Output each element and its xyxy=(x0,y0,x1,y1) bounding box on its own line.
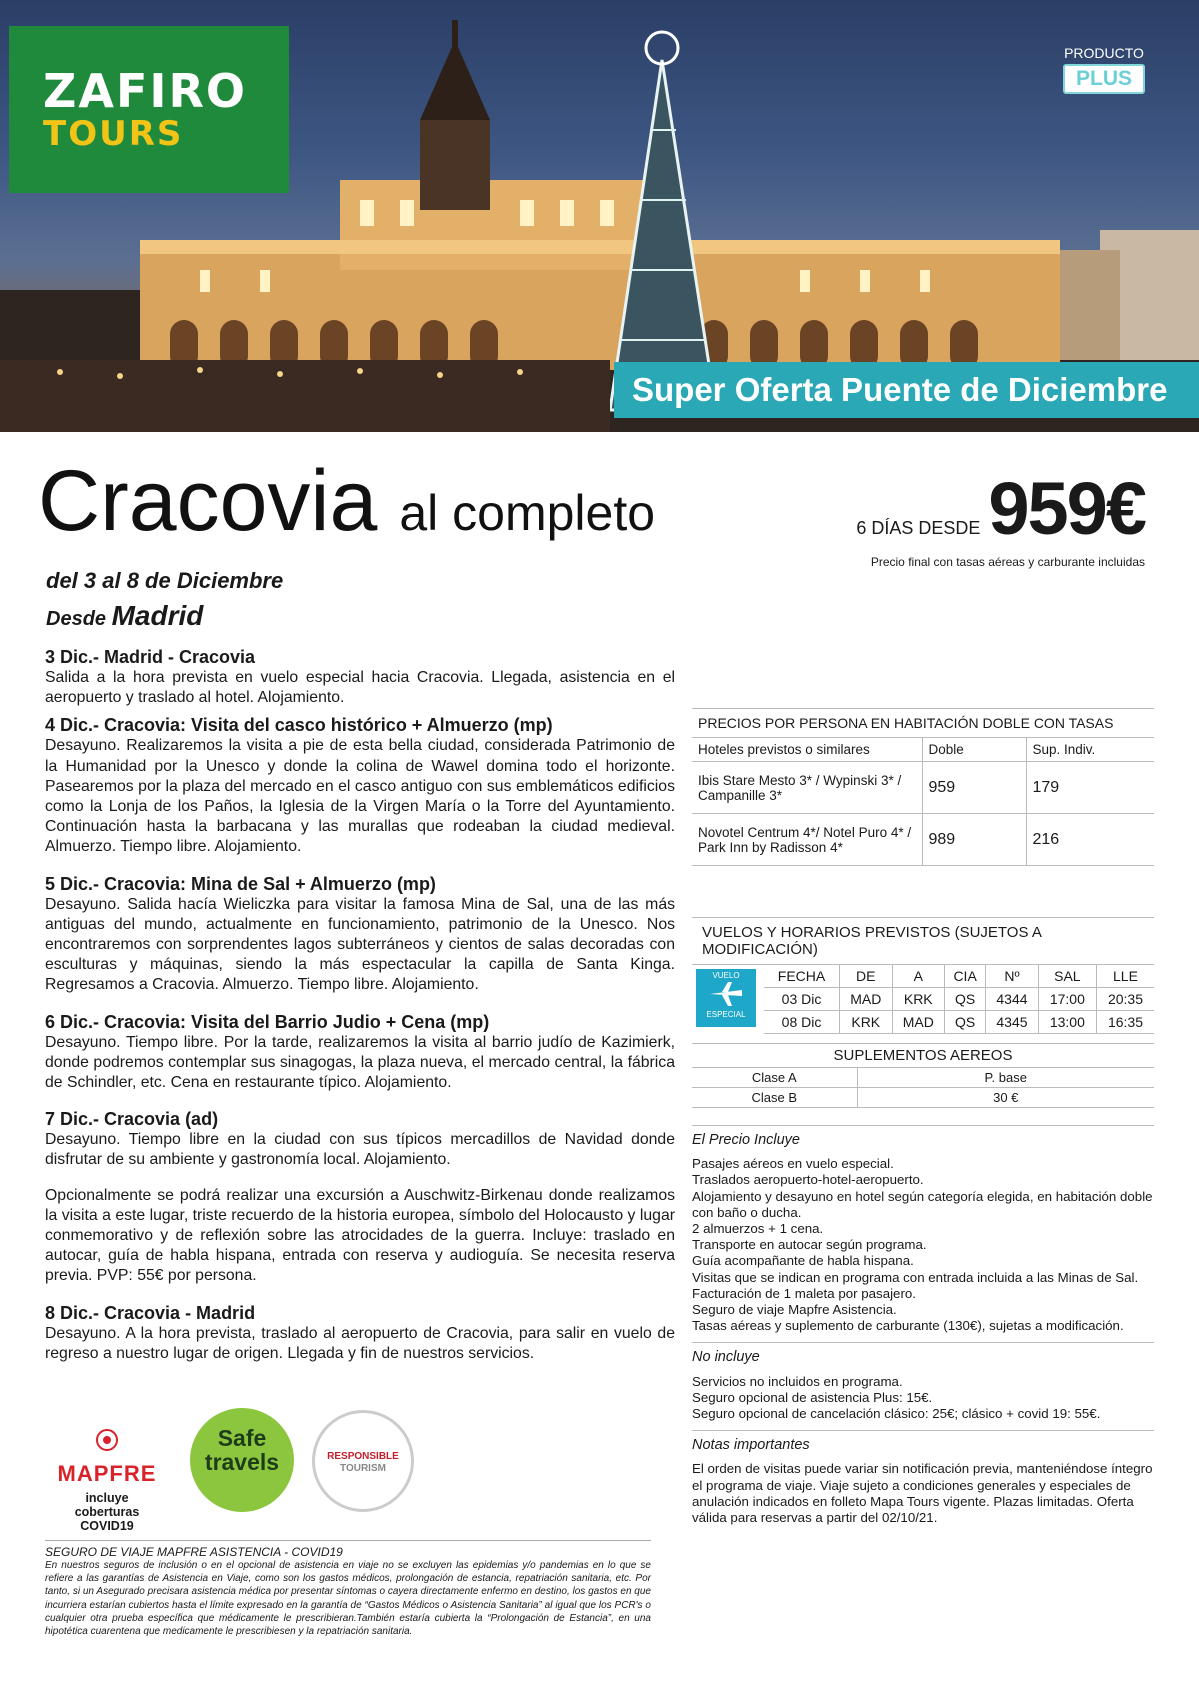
flight-to: KRK xyxy=(892,988,945,1011)
day-text: Desayuno. Realizaremos la visita a pie de esta bella ciudad, considerada Patrimonio de la Humanidad por la Unesco y donde la colina de Wawel domina todo el horizonte. Pasearemos por la plaza del mercado en el casco antiguo con sus emblemáticos edificios como la Lonja de los Paños, la Iglesia de la Virgen María o la Torre del Ayuntamiento. Continuación hasta la barbacana y las murallas que rodeaban la ciudad medieval. Almuerzo. Tiempo libre. Alojamiento. xyxy=(45,737,675,856)
excludes-title: No incluye xyxy=(692,1349,760,1366)
origin-city: Madrid xyxy=(111,600,204,631)
flight-airline: QS xyxy=(945,988,986,1011)
page-title xyxy=(38,452,655,551)
price-label: 6 DÍAS DESDE xyxy=(856,518,981,538)
plus-badge-top: PRODUCTO xyxy=(1064,45,1144,61)
table-row xyxy=(764,988,1154,1011)
column-header: Sup. Indiv. xyxy=(1026,738,1154,762)
list-item: 2 almuerzos + 1 cena. xyxy=(692,1221,824,1237)
supplement-class: Clase B xyxy=(692,1088,857,1108)
responsible-line2: TOURISM xyxy=(340,1463,386,1474)
price-single-supplement: 179 xyxy=(1026,762,1154,814)
producto-plus-badge xyxy=(1063,45,1145,97)
vuelo-badge-bottom: ESPECIAL xyxy=(706,1010,746,1019)
day-text: Desayuno. Tiempo libre. Por la tarde, realizaremos la visita al barrio judío de Kazimierk, donde podremos contemplar sus sinagogas, la plaza nueva, el mercado central, la fábrica de Schindler, etc. Cena en restaurante típico. Alojamiento. xyxy=(45,1033,675,1092)
itinerary-day xyxy=(45,1011,675,1094)
flight-to: MAD xyxy=(892,1011,945,1034)
list-item: Traslados aeropuerto-hotel-aeropuerto. xyxy=(692,1172,924,1188)
safe-travels-line2: travels xyxy=(204,1449,280,1475)
table-header-row xyxy=(692,738,1154,762)
table-row xyxy=(764,1011,1154,1034)
price-note: Precio final con tasas aéreas y carburante incluidas xyxy=(870,555,1145,569)
mapfre-logo-icon xyxy=(95,1428,119,1452)
flight-arrival: 16:35 xyxy=(1096,1011,1154,1034)
table-row xyxy=(692,762,1154,814)
insurance-title: SEGURO DE VIAJE MAPFRE ASISTENCIA - COVID19 xyxy=(45,1545,343,1559)
table-row xyxy=(692,814,1154,866)
day-title: 8 Dic.- Cracovia - Madrid xyxy=(45,1302,256,1323)
mapfre-badge xyxy=(52,1428,162,1533)
mapfre-name: MAPFRE xyxy=(57,1461,157,1486)
zafiro-tours-logo xyxy=(9,26,289,193)
day-title: 3 Dic.- Madrid - Cracovia xyxy=(45,647,256,667)
title-main: Cracovia xyxy=(38,453,378,549)
list-item: Pasajes aéreos en vuelo especial. xyxy=(692,1156,894,1172)
list-item: Transporte en autocar según programa. xyxy=(692,1237,927,1253)
price-double: 959 xyxy=(922,762,1026,814)
flight-number: 4344 xyxy=(986,988,1039,1011)
list-item: Visitas que se indican en programa con entrada incluida a las Minas de Sal. xyxy=(692,1269,1139,1285)
departure-origin xyxy=(46,600,203,632)
flight-date: 08 Dic xyxy=(764,1011,840,1034)
column-header: Hoteles previstos o similares xyxy=(692,738,922,762)
list-item: Guía acompañante de habla hispana. xyxy=(692,1253,914,1269)
flight-arrival: 20:35 xyxy=(1096,988,1154,1011)
flight-from: MAD xyxy=(840,988,893,1011)
flight-airline: QS xyxy=(945,1011,986,1034)
itinerary xyxy=(45,646,675,1379)
price-amount: 959€ xyxy=(988,467,1145,550)
hotel-prices-table xyxy=(692,738,1154,866)
notes-title: Notas importantes xyxy=(692,1437,810,1454)
hotel-names: Novotel Centrum 4*/ Notel Puro 4* / Park Inn by Radisson 4* xyxy=(692,814,922,866)
list-item: Facturación de 1 maleta por pasajero. xyxy=(692,1285,916,1301)
notes-text: El orden de visitas puede variar sin notificación previa, manteniéndose íntegro el programa de viaje. Viaje sujeto a condiciones generales y especiales de anulación indicados en folleto Mapa Tours vigente. Plazas limitadas. Oferta válida para reservas a partir del 02/10/21. xyxy=(692,1461,1153,1526)
list-item: Seguro de viaje Mapfre Asistencia. xyxy=(692,1302,897,1318)
day-text: Desayuno. Salida hacía Wieliczka para visitar la famosa Mina de Sal, una de las más antiguas del mundo, actualmente en funcionamiento, patrimonio de la Unesco. Nos encontraremos con sorprendentes lagos subterráneos y cientos de salas decoradas con esculturas y máquinas, siendo la más espectacular la capilla de Santa Kinga. Regresamos a Cracovia. Almuerzo. Tiempo libre. Alojamiento. xyxy=(45,895,675,994)
air-supplements xyxy=(692,1043,1154,1108)
column-header: Nº xyxy=(986,965,1039,988)
column-header: Doble xyxy=(922,738,1026,762)
hotel-names: Ibis Stare Mesto 3* / Wypinski 3* / Campanille 3* xyxy=(692,762,922,814)
list-item: Servicios no incluidos en programa. xyxy=(692,1373,903,1389)
itinerary-day xyxy=(45,646,675,708)
table-header-row xyxy=(764,965,1154,988)
important-notes xyxy=(692,1431,1154,1534)
price-includes xyxy=(692,1126,1154,1343)
day-title: 7 Dic.- Cracovia (ad) xyxy=(45,1109,219,1130)
flight-departure: 17:00 xyxy=(1038,988,1096,1011)
flight-number: 4345 xyxy=(986,1011,1039,1034)
flight-from: KRK xyxy=(840,1011,893,1034)
price-double: 989 xyxy=(922,814,1026,866)
conditions xyxy=(692,1125,1154,1534)
offer-banner: Super Oferta Puente de Diciembre xyxy=(614,362,1199,418)
flight-schedule-header: VUELOS Y HORARIOS PREVISTOS (SUJETOS A MODIFICACIÓN) xyxy=(692,917,1154,965)
logo-line-tours: TOURS xyxy=(43,113,184,154)
vuelo-badge-top: VUELO xyxy=(712,971,740,980)
flight-departure: 13:00 xyxy=(1038,1011,1096,1034)
title-sub: al completo xyxy=(399,485,656,541)
excursion-text: Opcionalmente se podrá realizar una excursión a Auschwitz-Birkenau donde realizamos la visita a este lugar, triste recuerdo de la historia europea, símbolo del Holocausto y lugar conmemorativo y de reflexión sobre las atrocidades de la guerra. Incluye: traslado en autocar, guía de habla hispana, entrada con reserva y audioguía. Se necesita reserva previa. PVP: 55€ por persona. xyxy=(45,1186,675,1285)
logo-line-zafiro: ZAFIRO xyxy=(43,63,248,118)
column-header: DE xyxy=(840,965,893,988)
insurance-note xyxy=(45,1540,651,1638)
price-block xyxy=(856,466,1145,569)
day-text: Desayuno. Tiempo libre en la ciudad con sus típicos mercadillos de Navidad donde disfrutar de su ambiente y gastronomía local. Alojamiento. xyxy=(45,1131,675,1169)
origin-label: Desde xyxy=(46,608,107,630)
list-item: Alojamiento y desayuno en hotel según categoría elegida, en habitación doble con baño o ducha. xyxy=(692,1188,1153,1220)
certification-badges xyxy=(50,1408,430,1533)
itinerary-day xyxy=(45,873,675,996)
hotel-prices xyxy=(692,708,1154,866)
vuelo-especial-badge xyxy=(696,969,756,1027)
insurance-text: En nuestros seguros de inclusión o en el opcional de asistencia en viaje no se excluyen las epidemias y/o pandemias en lo que se refiere a las garantías de Asistencia en Viaje, como son los gastos médicos, prolongación de estancia, repatriación sanitaria, etc. Por tanto, si un Asegurado precisara asistencia médica por presentar síntomas o cayera directamente enfermo en destino, los gastos en que incurriera estarían cubiertos hasta el límite expresado en la garantía de “Gastos Médicos o Asistencia Sanitaria” al igual que los PCR's o cualquier otra prueba específica que médicamente le prescribieran.También estaría cubierta la “Prolongación de Estancia”, en una hipotética cuarentena que medicamente le prescribiesen y la repatriación sanitaria. xyxy=(45,1560,651,1638)
day-text: Salida a la hora prevista en vuelo especial hacia Cracovia. Llegada, asistencia en el aeropuerto y traslado al hotel. Alojamiento. xyxy=(45,669,675,707)
list-item: Seguro opcional de asistencia Plus: 15€. xyxy=(692,1389,933,1405)
column-header: CIA xyxy=(945,965,986,988)
flight-date: 03 Dic xyxy=(764,988,840,1011)
responsible-tourism-badge xyxy=(312,1410,414,1512)
safe-travels-badge xyxy=(190,1408,294,1512)
optional-excursion xyxy=(45,1186,675,1287)
responsible-line1: RESPONSIBLE xyxy=(327,1451,399,1462)
table-row xyxy=(692,1068,1154,1088)
day-text: Desayuno. A la hora prevista, traslado al aeropuerto de Cracovia, para salir en vuelo de regreso a nuestro lugar de origen. Llegada y fin de nuestros servicios. xyxy=(45,1324,675,1362)
price-single-supplement: 216 xyxy=(1026,814,1154,866)
itinerary-day xyxy=(45,1108,675,1170)
day-title: 4 Dic.- Cracovia: Visita del casco histórico + Almuerzo (mp) xyxy=(45,715,553,736)
supplement-price: 30 € xyxy=(857,1088,1154,1108)
airplane-icon xyxy=(708,980,744,1008)
mapfre-coverage-text: incluye coberturas COVID19 xyxy=(74,1491,140,1533)
hotel-prices-header: PRECIOS POR PERSONA EN HABITACIÓN DOBLE CON TASAS xyxy=(692,708,1154,738)
safe-travels-line1: Safe xyxy=(217,1425,267,1451)
column-header: FECHA xyxy=(764,965,840,988)
hero-image xyxy=(0,0,1199,432)
supplement-class: Clase A xyxy=(692,1068,857,1088)
itinerary-day xyxy=(45,714,675,857)
list-item: Tasas aéreas y suplemento de carburante (130€), sujetas a modificación. xyxy=(692,1318,1124,1334)
flight-table xyxy=(764,965,1154,1034)
not-included xyxy=(692,1343,1154,1431)
supplements-table xyxy=(692,1068,1154,1108)
column-header: SAL xyxy=(1038,965,1096,988)
column-header: A xyxy=(892,965,945,988)
table-row xyxy=(692,1088,1154,1108)
includes-title: El Precio Incluye xyxy=(692,1132,800,1148)
supplement-price: P. base xyxy=(857,1068,1154,1088)
travel-dates: del 3 al 8 de Diciembre xyxy=(46,568,284,593)
column-header: LLE xyxy=(1096,965,1154,988)
day-title: 6 Dic.- Cracovia: Visita del Barrio Judio + Cena (mp) xyxy=(45,1011,490,1032)
supplements-header: SUPLEMENTOS AEREOS xyxy=(692,1043,1154,1068)
list-item: Seguro opcional de cancelación clásico: 25€; clásico + covid 19: 55€. xyxy=(692,1406,1101,1422)
day-title: 5 Dic.- Cracovia: Mina de Sal + Almuerzo (mp) xyxy=(45,873,436,894)
flight-schedule xyxy=(692,917,1154,1034)
plus-badge-bottom: PLUS xyxy=(1063,64,1145,94)
itinerary-day xyxy=(45,1302,675,1364)
